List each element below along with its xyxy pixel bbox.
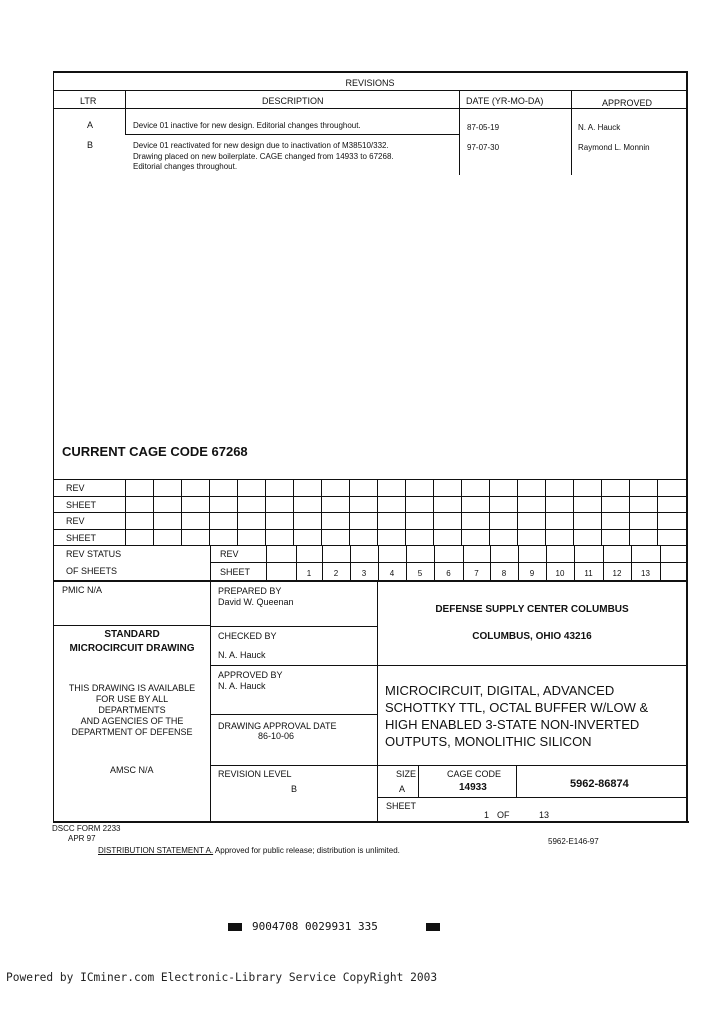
availability-4: AND AGENCIES OF THE <box>80 716 184 726</box>
bar-mark-left <box>228 923 242 931</box>
rev-status-label: REV STATUS <box>66 549 122 559</box>
sheet-total: 13 <box>539 810 550 820</box>
grid-line <box>405 479 406 545</box>
col-ltr: LTR <box>80 96 97 106</box>
grid-rev-label-1: REV <box>66 483 85 493</box>
sheet-number-7: 7 <box>474 569 479 578</box>
rev-b-description-3: Editorial changes throughout. <box>133 162 238 171</box>
approval-date-label: DRAWING APPROVAL DATE <box>218 721 337 731</box>
grid-sheet-label-3: SHEET <box>220 567 251 577</box>
drawing-title-1: MICROCIRCUIT, DIGITAL, ADVANCED <box>385 683 615 698</box>
barcode-text: 9004708 0029931 335 <box>252 920 378 933</box>
grid-line <box>573 479 574 545</box>
approved-by-name: N. A. Hauck <box>218 681 266 691</box>
revision-level-value: B <box>291 784 298 794</box>
sheet-number-5: 5 <box>417 569 423 578</box>
grid-line <box>461 479 462 545</box>
form-number: DSCC FORM 2233 <box>52 824 121 833</box>
cage-code-value: 14933 <box>459 782 487 793</box>
footer-text: Powered by ICminer.com Electronic-Library Service CopyRight 2003 <box>6 971 438 984</box>
rev-a-date: 87-05-19 <box>467 123 500 132</box>
sheet-number-8: 8 <box>501 569 507 578</box>
grid-line <box>601 479 602 545</box>
sheet-current: 1 <box>484 810 490 820</box>
size-value: A <box>399 784 406 794</box>
approval-date-value: 86-10-06 <box>258 731 295 741</box>
current-cage-code: CURRENT CAGE CODE 67268 <box>62 444 248 459</box>
of-sheets-label: OF SHEETS <box>66 566 118 576</box>
drawing-title-3: HIGH ENABLED 3-STATE NON-INVERTED <box>385 717 640 732</box>
rev-a-approved: N. A. Hauck <box>578 123 621 132</box>
grid-rev-label-3: REV <box>220 549 239 559</box>
sheet-number-4: 4 <box>389 569 395 578</box>
rev-b-description-2: Drawing placed on new boilerplate. CAGE changed from 14933 to 67268. <box>133 152 394 161</box>
grid-line <box>545 479 546 545</box>
drawing-title-4: OUTPUTS, MONOLITHIC SILICON <box>385 734 592 749</box>
rev-a-ltr: A <box>87 120 94 130</box>
cage-code-label: CAGE CODE <box>447 769 502 779</box>
grid-line <box>153 479 154 545</box>
prepared-name: David W. Queenan <box>218 597 294 607</box>
grid-line <box>237 479 238 545</box>
rev-b-description-1: Device 01 reactivated for new design due to inactivation of M38510/332. <box>133 141 389 150</box>
agency-name: DEFENSE SUPPLY CENTER COLUMBUS <box>435 604 629 615</box>
grid-line <box>293 479 294 545</box>
sheet-number-13: 13 <box>641 569 650 578</box>
drawing-number: 5962-86874 <box>570 778 629 790</box>
amsc: AMSC N/A <box>110 765 154 775</box>
sheet-number-1: 1 <box>306 569 312 578</box>
availability-3: DEPARTMENTS <box>98 705 166 715</box>
size-label: SIZE <box>396 769 417 779</box>
checked-name: N. A. Hauck <box>218 650 266 660</box>
sheet-number-11: 11 <box>584 569 593 578</box>
rev-b-ltr: B <box>87 140 94 150</box>
bar-mark-right <box>426 923 440 931</box>
col-approved: APPROVED <box>602 98 653 108</box>
approved-by-label: APPROVED BY <box>218 670 283 680</box>
grid-line <box>266 545 267 581</box>
grid-line <box>181 479 182 545</box>
rev-b-date: 97-07-30 <box>467 143 500 152</box>
col-description: DESCRIPTION <box>262 96 324 106</box>
sheet-number-9: 9 <box>529 569 535 578</box>
sheet-label: SHEET <box>386 801 417 811</box>
availability-2: FOR USE BY ALL <box>95 694 169 704</box>
grid-sheet-label-1: SHEET <box>66 500 97 510</box>
distribution-text: Approved for public release; distribution is unlimited. <box>213 846 400 855</box>
grid-line <box>349 479 350 545</box>
sheet-number-3: 3 <box>361 569 367 578</box>
sheet-number-10: 10 <box>555 569 565 578</box>
grid-line <box>629 479 630 545</box>
availability-5: DEPARTMENT OF DEFENSE <box>71 727 193 737</box>
form-id: 5962-E146-97 <box>548 837 599 846</box>
grid-line <box>209 479 210 545</box>
standard-title-1: STANDARD <box>104 629 160 640</box>
grid-rev-label-2: REV <box>66 516 85 526</box>
grid-line <box>657 479 658 545</box>
sheet-number-12: 12 <box>612 569 622 578</box>
agency-city: COLUMBUS, OHIO 43216 <box>472 631 592 642</box>
grid-line <box>377 479 378 545</box>
distribution-statement <box>98 846 400 856</box>
drawing-title-2: SCHOTTKY TTL, OCTAL BUFFER W/LOW & <box>385 700 649 715</box>
revisions-heading: REVISIONS <box>345 78 395 88</box>
distribution-label: DISTRIBUTION STATEMENT A. <box>98 846 214 855</box>
revision-level-label: REVISION LEVEL <box>218 769 292 779</box>
standard-title-2: MICROCIRCUIT DRAWING <box>69 643 195 654</box>
grid-line <box>660 545 661 581</box>
grid-line <box>321 479 322 545</box>
grid-line <box>489 479 490 545</box>
form-date: APR 97 <box>68 834 96 843</box>
grid-line <box>517 479 518 545</box>
grid-sheet-label-2: SHEET <box>66 533 97 543</box>
grid-line <box>125 479 126 545</box>
grid-line <box>433 479 434 545</box>
grid-line <box>265 479 266 545</box>
rev-b-approved: Raymond L. Monnin <box>578 143 650 152</box>
availability-1: THIS DRAWING IS AVAILABLE <box>68 683 196 693</box>
sheet-of-label: OF <box>497 810 510 820</box>
sheet-number-2: 2 <box>333 569 339 578</box>
rev-a-description: Device 01 inactive for new design. Editorial changes throughout. <box>133 121 361 130</box>
sheet-number-6: 6 <box>446 569 451 578</box>
checked-label: CHECKED BY <box>218 631 277 641</box>
col-date: DATE (YR-MO-DA) <box>466 96 544 106</box>
prepared-label: PREPARED BY <box>218 586 282 596</box>
pmic: PMIC N/A <box>62 585 103 595</box>
